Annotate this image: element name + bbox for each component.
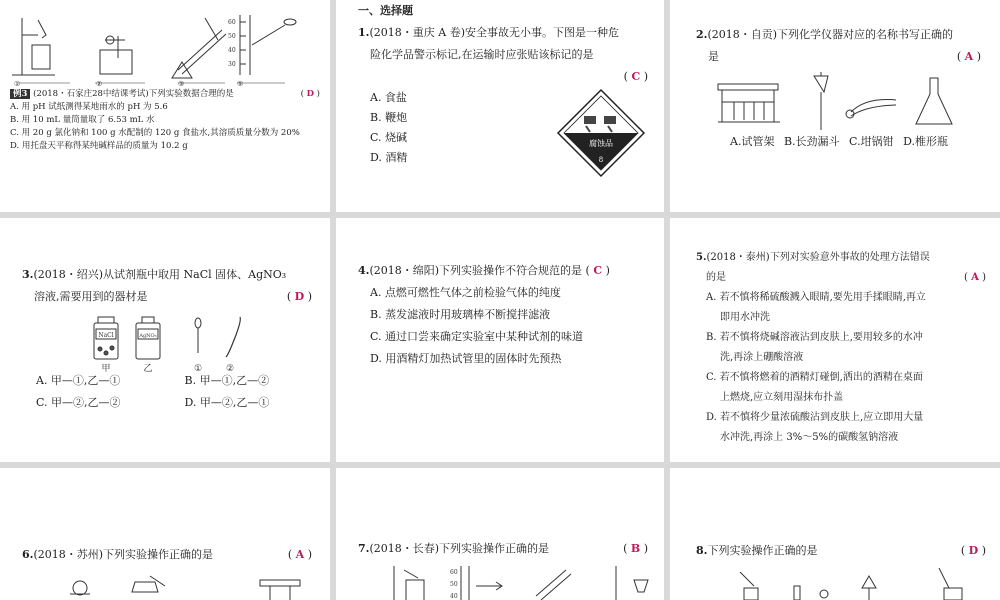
funnel-icon <box>814 72 828 130</box>
question-8: 8.下列实验操作正确的是 ( D ) <box>696 544 986 557</box>
question-3-stem-line2: 溶液,需要用到的器材是 ( D ) <box>34 290 312 303</box>
question-6-stem: (2018・苏州)下列实验操作正确的是 <box>33 548 214 561</box>
panel-question-7 <box>336 468 664 600</box>
panel-question-6 <box>0 468 330 600</box>
question-7-answer: B <box>630 542 641 555</box>
question-3-stem-2: 溶液,需要用到的器材是 <box>34 290 148 303</box>
question-2-options <box>730 131 1000 153</box>
question-3-option-b: B. 甲—①,乙—② <box>184 374 270 387</box>
question-8-answer: D <box>968 544 979 557</box>
cylinder-figure <box>240 15 296 75</box>
panel-question-5 <box>670 218 1000 462</box>
example-stem-line: 例3 (2018・石家庄28中结课考试)下列实验数据合理的是 ( D ) <box>10 88 320 101</box>
question-3-option-d: D. 甲—②,乙—① <box>184 396 270 409</box>
beaker-figure <box>12 18 55 75</box>
panel-example-3 <box>0 0 330 212</box>
example-stem: (2018・石家庄28中结课考试)下列实验数据合理的是 <box>33 89 234 99</box>
question-1-stem-line2: 险化学品警示标记,在运输时应张贴该标记的是 <box>370 48 594 61</box>
question-7-figure-set <box>394 566 648 600</box>
example-option-b: B. 用 10 mL 量筒量取了 6.53 mL 水 <box>10 115 155 125</box>
question-3-stem-line1 <box>22 264 312 286</box>
question-8-figure-set <box>740 568 962 600</box>
question-6-figure-set <box>70 576 300 600</box>
question-3-stem-1: (2018・绍兴)从试剂瓶中取用 NaCl 固体、AgNO₃ <box>33 268 287 281</box>
panel-question-3 <box>0 218 330 462</box>
question-6-answer: A <box>295 548 305 561</box>
test-tube-rack-icon <box>718 84 780 122</box>
lab-figures-row <box>0 0 330 90</box>
example-option-a: A. 用 pH 试纸测得某地雨水的 pH 为 5.6 <box>10 102 168 112</box>
question-1-option-c: C. 烧碱 <box>370 131 408 144</box>
question-7-tick-50: 50 <box>450 581 458 588</box>
question-8-stem: 下列实验操作正确的是 <box>707 544 818 557</box>
cylinder-tick-40: 40 <box>228 47 236 54</box>
question-4 <box>358 260 653 370</box>
example-answer: D <box>306 89 314 99</box>
question-4-stem: (2018・绵阳)下列实验操作不符合规范的是 <box>369 264 583 277</box>
question-3-options <box>36 370 326 414</box>
label-circle-2: ② <box>225 364 235 373</box>
question-4-option-d: D. 用酒精灯加热试管里的固体时先预热 <box>370 352 562 365</box>
agno3-bottle-label: AgNO₃ <box>139 333 157 339</box>
question-4-option-a: A. 点燃可燃性气体之前检验气体的纯度 <box>370 286 561 299</box>
question-7-tick-40: 40 <box>450 593 458 600</box>
question-5-stem-line2: 的是 ( A ) <box>706 272 986 283</box>
sign-text: 腐蚀品 <box>589 139 613 148</box>
question-3-answer: D <box>294 290 305 303</box>
panel-question-4 <box>336 218 664 462</box>
fig-label-5: ⑤ <box>237 80 244 88</box>
question-5-stem-2: 的是 <box>706 272 726 283</box>
example-option-d: D. 用托盘天平称得某纯碱样品的质量为 10.2 g <box>10 141 188 151</box>
question-1-number: 1. <box>358 26 370 39</box>
cylinder-tick-60: 60 <box>228 19 236 26</box>
question-5-stem-1: (2018・泰州)下列对实验意外事故的处理方法错误 <box>706 252 930 263</box>
question-3 <box>22 264 312 308</box>
question-5-stem-line1 <box>696 248 986 268</box>
question-2-option-b: B.长劲漏斗 <box>783 135 840 148</box>
question-5-option-b-cont: 洗,再涂上硼酸溶液 <box>720 352 804 363</box>
nacl-bottle-label: NaCl <box>98 332 114 339</box>
label-circle-1: ① <box>193 364 203 373</box>
question-5-option-c-cont: 上燃烧,应立刻用湿抹布扑盖 <box>720 392 844 403</box>
question-4-number: 4. <box>358 264 370 277</box>
label-yi: 乙 <box>143 364 153 373</box>
question-5 <box>696 248 986 448</box>
corrosive-hazard-sign <box>556 88 646 178</box>
question-8-figures <box>704 568 994 600</box>
question-5-answer: A <box>971 272 979 283</box>
question-2-option-a: A.试管架 <box>730 135 775 148</box>
question-5-option-c: C. 若不慎将燃着的酒精灯碰倒,洒出的酒精在桌面 <box>706 372 923 383</box>
question-3-options-row1 <box>36 370 326 392</box>
instruments-figure <box>716 72 996 132</box>
question-2-stem-line1 <box>696 24 981 46</box>
fig-label-1: ① <box>14 80 21 88</box>
example-option-c: C. 用 20 g 氯化钠和 100 g 水配制的 120 g 食盐水,其溶质质量分数为 20% <box>10 128 300 138</box>
section-title: 一、选择题 <box>358 4 413 17</box>
question-4-option-c: C. 通过口尝来确定实验室中某种试剂的味道 <box>370 330 584 343</box>
question-1-option-d: D. 酒精 <box>370 151 408 164</box>
question-5-option-a-cont: 即用水冲洗 <box>720 312 770 323</box>
question-5-number: 5. <box>696 252 707 263</box>
conical-flask-icon <box>916 78 952 124</box>
question-2-number: 2. <box>696 28 708 41</box>
question-5-option-d: D. 若不慎将少量浓硫酸沾到皮肤上,应立即用大量 <box>706 412 924 423</box>
question-2-stem-line2: 是 ( A ) <box>708 50 981 63</box>
reagent-bottles-figure <box>90 315 260 373</box>
dropper-icon <box>195 318 201 353</box>
question-3-options-row2 <box>36 392 326 414</box>
fig-label-2: ② <box>96 80 103 88</box>
question-2-stem-1: (2018・自贡)下列化学仪器对应的名称书写正确的 <box>707 28 954 41</box>
question-2 <box>696 24 981 68</box>
question-3-option-a: A. 甲—①,乙—① <box>36 374 121 387</box>
question-7-number: 7. <box>358 542 370 555</box>
question-3-option-c: C. 甲—②,乙—② <box>36 396 121 409</box>
fig-label-3: ③ <box>178 80 185 88</box>
question-1-stem-line1 <box>358 22 648 44</box>
question-8-number: 8. <box>696 544 708 557</box>
example-tag: 例3 <box>10 89 30 99</box>
question-5-option-b: B. 若不慎将烧碱溶液沾到皮肤上,要用较多的水冲 <box>706 332 923 343</box>
question-7-figures <box>376 566 664 600</box>
question-2-option-c: C.坩锅钳 <box>849 135 894 148</box>
question-1-option-b: B. 鞭炮 <box>370 111 408 124</box>
cylinder-tick-30: 30 <box>228 61 236 68</box>
crucible-tongs-icon <box>846 100 896 119</box>
spatula-icon <box>226 317 240 357</box>
question-1-answer-row: ( C ) <box>623 70 648 83</box>
question-1-answer: C <box>631 70 641 83</box>
dropper-figure <box>100 36 132 74</box>
question-6-figures <box>30 572 330 600</box>
sign-number: 8 <box>598 156 604 164</box>
panel-question-1 <box>336 0 664 212</box>
question-2-answer: A <box>964 50 974 63</box>
question-2-stem-2: 是 <box>708 50 719 63</box>
question-6: 6.(2018・苏州)下列实验操作正确的是 ( A ) <box>22 548 312 561</box>
panel-question-2 <box>670 0 1000 212</box>
question-7-tick-60: 60 <box>450 569 458 576</box>
burner-figure <box>172 18 226 78</box>
label-jia: 甲 <box>101 364 111 373</box>
panel-question-8 <box>670 468 1000 600</box>
question-3-number: 3. <box>22 268 34 281</box>
question-2-option-d: D.椎形瓶 <box>903 135 949 148</box>
question-5-option-a: A. 若不慎将稀硫酸溅入眼睛,要先用手揉眼睛,再立 <box>706 292 926 303</box>
cylinder-tick-50: 50 <box>228 33 236 40</box>
question-1-option-a: A. 食盐 <box>370 91 407 104</box>
example-question <box>10 88 320 153</box>
question-4-stem-line: 4.(2018・绵阳)下列实验操作不符合规范的是 ( C ) <box>358 264 610 277</box>
question-1-stem-1: (2018・重庆 A 卷)安全事故无小事。下图是一种危 <box>369 26 619 39</box>
question-7-stem: (2018・长春)下列实验操作正确的是 <box>369 542 550 555</box>
question-4-option-b: B. 蒸发滤液时用玻璃棒不断搅拌滤液 <box>370 308 551 321</box>
question-4-answer: C <box>593 264 603 277</box>
question-5-option-d-cont: 水冲洗,再涂上 3%～5%的碳酸氢钠溶液 <box>720 432 899 443</box>
question-7: 7.(2018・长春)下列实验操作正确的是 ( B ) <box>358 542 648 555</box>
question-6-number: 6. <box>22 548 34 561</box>
